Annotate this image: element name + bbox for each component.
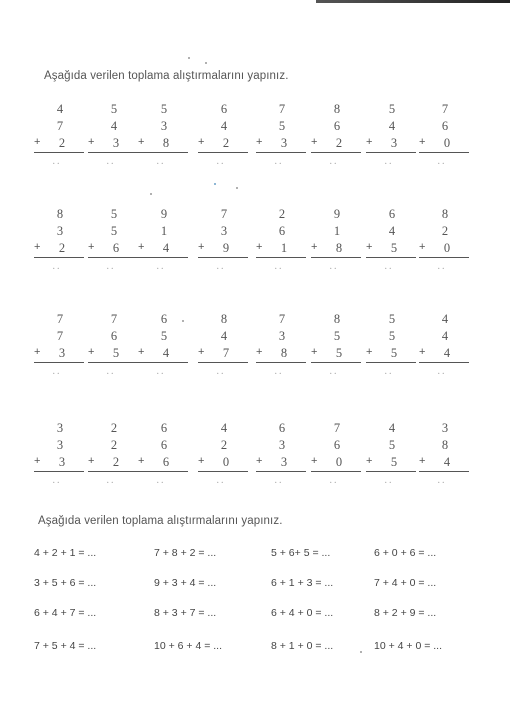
addend-first: 7: [220, 207, 228, 221]
addend-third: 4: [443, 346, 451, 360]
addend-second: 4: [220, 329, 228, 343]
addition-problem: [198, 312, 244, 378]
addend-third-underlined: [256, 136, 306, 153]
addend-first: 8: [333, 312, 341, 326]
horizontal-addition-equation: 7 + 8 + 2 = ...: [154, 547, 217, 559]
addend-third-underlined: [34, 241, 84, 258]
addition-problem: [419, 421, 465, 487]
plus-sign: +: [419, 241, 426, 253]
addend-second: 6: [333, 119, 341, 133]
addend-second: 5: [388, 329, 396, 343]
addend-third-underlined: [311, 346, 361, 363]
plus-sign: +: [311, 136, 318, 148]
addend-first: 5: [160, 102, 168, 116]
answer-blank: ..: [106, 475, 116, 486]
addend-third-underlined: [419, 346, 469, 363]
scan-speck: [360, 651, 362, 653]
addition-problem: [34, 421, 80, 487]
addition-problem: [419, 207, 465, 273]
answer-blank: ..: [52, 156, 62, 167]
answer-blank: ..: [384, 475, 394, 486]
answer-blank: ..: [437, 261, 447, 272]
addend-third: 2: [335, 136, 343, 150]
addend-third: 3: [390, 136, 398, 150]
addend-third: 3: [58, 346, 66, 360]
addend-third-underlined: [88, 346, 138, 363]
addend-third: 3: [280, 455, 288, 469]
plus-sign: +: [198, 136, 205, 148]
addend-third: 8: [162, 136, 170, 150]
addend-first: 2: [110, 421, 118, 435]
answer-blank: ..: [216, 261, 226, 272]
addend-second: 6: [333, 438, 341, 452]
plus-sign: +: [34, 136, 41, 148]
plus-sign: +: [311, 241, 318, 253]
addend-third-underlined: [138, 346, 188, 363]
horizontal-addition-equation: 10 + 6 + 4 = ...: [154, 640, 223, 652]
addend-third: 2: [58, 241, 66, 255]
addend-third-underlined: [366, 241, 416, 258]
addend-third-underlined: [88, 455, 138, 472]
answer-blank: ..: [384, 366, 394, 377]
plus-sign: +: [34, 455, 41, 467]
addend-third-underlined: [419, 241, 469, 258]
addition-problem: [34, 102, 80, 168]
addend-third-underlined: [256, 455, 306, 472]
addend-third: 4: [162, 346, 170, 360]
answer-blank: ..: [216, 156, 226, 167]
addition-problem: [366, 207, 412, 273]
scan-top-edge: [0, 0, 510, 3]
addend-second: 8: [441, 438, 449, 452]
addend-third: 8: [280, 346, 288, 360]
addend-third: 5: [390, 346, 398, 360]
plus-sign: +: [311, 346, 318, 358]
addend-second: 5: [110, 224, 118, 238]
addend-first: 4: [388, 421, 396, 435]
addition-problem: [138, 102, 184, 168]
addend-third-underlined: [256, 346, 306, 363]
plus-sign: +: [419, 455, 426, 467]
addend-third-underlined: [198, 136, 248, 153]
plus-sign: +: [311, 455, 318, 467]
plus-sign: +: [366, 455, 373, 467]
addition-problem: [88, 207, 134, 273]
answer-blank: ..: [106, 261, 116, 272]
horizontal-addition-equation: 7 + 5 + 4 = ...: [34, 640, 97, 652]
addend-third: 8: [335, 241, 343, 255]
horizontal-addition-equation: 3 + 5 + 6 = ...: [34, 577, 97, 589]
addition-problem: [366, 421, 412, 487]
addend-second: 4: [441, 329, 449, 343]
addend-second: 4: [110, 119, 118, 133]
addend-second: 3: [56, 224, 64, 238]
plus-sign: +: [198, 455, 205, 467]
answer-blank: ..: [216, 366, 226, 377]
answer-blank: ..: [274, 261, 284, 272]
addend-first: 9: [333, 207, 341, 221]
addend-second: 5: [388, 438, 396, 452]
answer-blank: ..: [437, 366, 447, 377]
addend-second: 6: [110, 329, 118, 343]
addend-second: 3: [220, 224, 228, 238]
addition-problem: [419, 312, 465, 378]
addend-third-underlined: [311, 241, 361, 258]
addition-problem: [198, 207, 244, 273]
addend-third: 3: [280, 136, 288, 150]
addend-first: 7: [441, 102, 449, 116]
addend-first: 5: [388, 102, 396, 116]
addition-problem: [138, 421, 184, 487]
addend-third: 0: [443, 241, 451, 255]
addend-first: 8: [441, 207, 449, 221]
addition-problem: [34, 312, 80, 378]
addend-first: 4: [441, 312, 449, 326]
addend-third: 6: [112, 241, 120, 255]
addend-third: 7: [222, 346, 230, 360]
addend-first: 3: [441, 421, 449, 435]
addend-first: 7: [278, 102, 286, 116]
instruction-vertical-addition: Aşağıda verilen toplama alıştırmalarını yapınız.: [44, 70, 289, 82]
horizontal-addition-equation: 7 + 4 + 0 = ...: [374, 577, 437, 589]
horizontal-addition-equation: 8 + 2 + 9 = ...: [374, 607, 437, 619]
answer-blank: ..: [52, 366, 62, 377]
addend-second: 7: [56, 119, 64, 133]
answer-blank: ..: [274, 475, 284, 486]
addition-problem: [311, 207, 357, 273]
addition-problem: [138, 312, 184, 378]
addend-second: 5: [333, 329, 341, 343]
addend-first: 6: [220, 102, 228, 116]
plus-sign: +: [198, 241, 205, 253]
horizontal-addition-equation: 6 + 4 + 7 = ...: [34, 607, 97, 619]
horizontal-addition-equation: 9 + 3 + 4 = ...: [154, 577, 217, 589]
scan-speck: [182, 320, 184, 322]
plus-sign: +: [198, 346, 205, 358]
addend-third: 2: [58, 136, 66, 150]
addend-second: 4: [220, 119, 228, 133]
addition-problem: [256, 207, 302, 273]
plus-sign: +: [256, 455, 263, 467]
addend-third-underlined: [34, 346, 84, 363]
plus-sign: +: [88, 455, 95, 467]
answer-blank: ..: [329, 475, 339, 486]
addend-third-underlined: [366, 346, 416, 363]
addition-problem: [198, 421, 244, 487]
answer-blank: ..: [384, 156, 394, 167]
addend-first: 7: [278, 312, 286, 326]
addend-third-underlined: [138, 136, 188, 153]
addend-first: 8: [333, 102, 341, 116]
addend-first: 3: [56, 421, 64, 435]
addend-second: 2: [441, 224, 449, 238]
plus-sign: +: [256, 241, 263, 253]
addend-third-underlined: [311, 455, 361, 472]
addend-third: 2: [222, 136, 230, 150]
addend-second: 6: [278, 224, 286, 238]
addend-third-underlined: [198, 455, 248, 472]
addend-second: 3: [56, 438, 64, 452]
addend-third: 3: [112, 136, 120, 150]
addend-third-underlined: [34, 136, 84, 153]
addend-first: 7: [333, 421, 341, 435]
answer-blank: ..: [329, 156, 339, 167]
addition-problem: [311, 421, 357, 487]
addition-problem: [311, 312, 357, 378]
addition-problem: [88, 421, 134, 487]
plus-sign: +: [138, 136, 145, 148]
addend-second: 2: [110, 438, 118, 452]
plus-sign: +: [138, 241, 145, 253]
addend-third-underlined: [88, 241, 138, 258]
addend-third-underlined: [366, 136, 416, 153]
addend-second: 3: [278, 329, 286, 343]
addend-third: 5: [112, 346, 120, 360]
addend-third-underlined: [311, 136, 361, 153]
plus-sign: +: [256, 136, 263, 148]
addend-first: 9: [160, 207, 168, 221]
addend-first: 8: [56, 207, 64, 221]
plus-sign: +: [419, 136, 426, 148]
addition-problem: [88, 102, 134, 168]
plus-sign: +: [88, 136, 95, 148]
instruction-horizontal-addition: Aşağıda verilen toplama alıştırmalarını yapınız.: [38, 515, 283, 527]
addition-problem: [419, 102, 465, 168]
addend-first: 7: [56, 312, 64, 326]
horizontal-addition-equation: 10 + 4 + 0 = ...: [374, 640, 443, 652]
addend-third: 5: [390, 455, 398, 469]
addend-second: 6: [441, 119, 449, 133]
addend-first: 2: [278, 207, 286, 221]
answer-blank: ..: [274, 156, 284, 167]
answer-blank: ..: [156, 366, 166, 377]
addition-problem: [256, 312, 302, 378]
horizontal-addition-equation: 6 + 0 + 6 = ...: [374, 547, 437, 559]
addition-problem: [138, 207, 184, 273]
horizontal-addition-equation: 4 + 2 + 1 = ...: [34, 547, 97, 559]
addition-problem: [366, 102, 412, 168]
answer-blank: ..: [106, 156, 116, 167]
answer-blank: ..: [106, 366, 116, 377]
plus-sign: +: [34, 346, 41, 358]
scan-speck: [205, 62, 207, 64]
addend-third-underlined: [138, 241, 188, 258]
addend-first: 6: [388, 207, 396, 221]
addend-second: 3: [160, 119, 168, 133]
addend-first: 5: [388, 312, 396, 326]
addend-second: 7: [56, 329, 64, 343]
addend-third-underlined: [366, 455, 416, 472]
addend-third: 5: [390, 241, 398, 255]
addend-second: 1: [333, 224, 341, 238]
addition-problem: [34, 207, 80, 273]
plus-sign: +: [256, 346, 263, 358]
horizontal-addition-equation: 5 + 6+ 5 = ...: [271, 547, 331, 559]
answer-blank: ..: [52, 475, 62, 486]
scan-speck: [236, 187, 238, 189]
plus-sign: +: [88, 346, 95, 358]
addend-second: 3: [278, 438, 286, 452]
answer-blank: ..: [156, 475, 166, 486]
addend-third-underlined: [419, 136, 469, 153]
horizontal-addition-equation: 8 + 3 + 7 = ...: [154, 607, 217, 619]
plus-sign: +: [419, 346, 426, 358]
addend-third: 1: [280, 241, 288, 255]
plus-sign: +: [138, 346, 145, 358]
addition-problem: [366, 312, 412, 378]
addend-second: 4: [388, 119, 396, 133]
addend-second: 5: [278, 119, 286, 133]
answer-blank: ..: [274, 366, 284, 377]
horizontal-addition-equation: 6 + 1 + 3 = ...: [271, 577, 334, 589]
addend-third-underlined: [88, 136, 138, 153]
addend-first: 8: [220, 312, 228, 326]
plus-sign: +: [366, 346, 373, 358]
addition-problem: [256, 102, 302, 168]
addend-third: 4: [162, 241, 170, 255]
scan-speck: [214, 183, 216, 185]
addend-third-underlined: [256, 241, 306, 258]
addend-first: 6: [278, 421, 286, 435]
addend-second: 4: [388, 224, 396, 238]
answer-blank: ..: [437, 475, 447, 486]
addend-first: 5: [110, 207, 118, 221]
addend-third-underlined: [198, 346, 248, 363]
answer-blank: ..: [52, 261, 62, 272]
addend-second: 6: [160, 438, 168, 452]
addend-third: 4: [443, 455, 451, 469]
addition-problem: [256, 421, 302, 487]
addend-third: 9: [222, 241, 230, 255]
scan-speck: [188, 57, 190, 59]
plus-sign: +: [366, 136, 373, 148]
addend-third: 0: [222, 455, 230, 469]
plus-sign: +: [138, 455, 145, 467]
addend-first: 6: [160, 421, 168, 435]
addition-problem: [198, 102, 244, 168]
addend-third: 5: [335, 346, 343, 360]
addend-second: 1: [160, 224, 168, 238]
answer-blank: ..: [329, 261, 339, 272]
addend-third: 2: [112, 455, 120, 469]
addend-first: 4: [56, 102, 64, 116]
answer-blank: ..: [329, 366, 339, 377]
horizontal-addition-equation: 6 + 4 + 0 = ...: [271, 607, 334, 619]
addend-first: 5: [110, 102, 118, 116]
addend-third: 0: [443, 136, 451, 150]
addition-problem: [88, 312, 134, 378]
addend-third-underlined: [34, 455, 84, 472]
plus-sign: +: [34, 241, 41, 253]
addend-third-underlined: [419, 455, 469, 472]
scan-speck: [150, 193, 152, 195]
horizontal-addition-equation: 8 + 1 + 0 = ...: [271, 640, 334, 652]
addend-third-underlined: [198, 241, 248, 258]
addend-first: 7: [110, 312, 118, 326]
addend-third: 0: [335, 455, 343, 469]
addend-first: 6: [160, 312, 168, 326]
answer-blank: ..: [216, 475, 226, 486]
addend-second: 2: [220, 438, 228, 452]
addend-third-underlined: [138, 455, 188, 472]
answer-blank: ..: [156, 156, 166, 167]
addition-problem: [311, 102, 357, 168]
answer-blank: ..: [437, 156, 447, 167]
plus-sign: +: [88, 241, 95, 253]
answer-blank: ..: [384, 261, 394, 272]
answer-blank: ..: [156, 261, 166, 272]
plus-sign: +: [366, 241, 373, 253]
addend-third: 3: [58, 455, 66, 469]
addend-first: 4: [220, 421, 228, 435]
addend-second: 5: [160, 329, 168, 343]
addend-third: 6: [162, 455, 170, 469]
